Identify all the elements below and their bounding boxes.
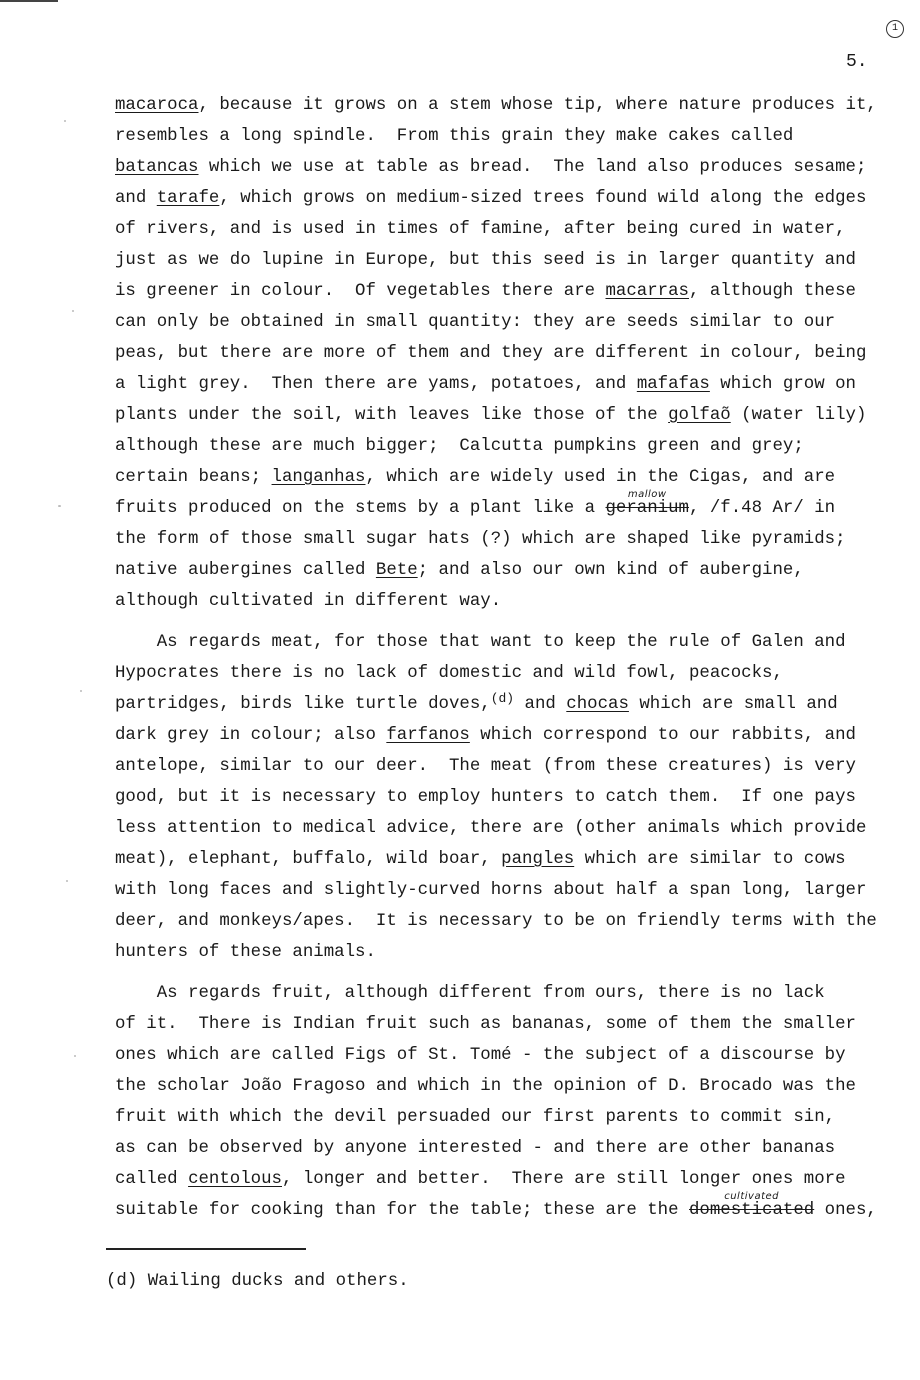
text-line [115, 375, 856, 395]
text-run: As regards fruit, although different from ours, there is no lack [115, 984, 825, 1003]
text-run: certain beans; [115, 468, 272, 487]
text-line [115, 850, 846, 870]
text-run: the form of those small sugar hats (?) which are shaped like pyramids; [115, 530, 846, 549]
text-run: , although these [689, 282, 856, 301]
text-line [115, 189, 866, 209]
text-run: dark grey in colour; also [115, 726, 387, 745]
struck-word [605, 489, 690, 518]
underlined-term: centolous [188, 1170, 282, 1189]
text-line [115, 158, 866, 178]
text-line [115, 943, 376, 963]
text-run: ; and also our own kind of aubergine, [417, 561, 804, 580]
text-run: which are small and [628, 695, 838, 714]
text-line [115, 592, 501, 612]
text-line [115, 757, 856, 777]
underlined-term: mafafas [636, 375, 710, 394]
text-line [115, 313, 835, 333]
text-run: and [514, 695, 567, 714]
struck-text: domesticated [689, 1201, 815, 1220]
text-line [115, 437, 804, 457]
text-line [115, 984, 825, 1004]
text-run: fruits produced on the stems by a plant like a [115, 499, 606, 518]
margin-speck [64, 120, 66, 122]
text-run: , which are widely used in the Cigas, and are [365, 468, 836, 487]
page-number: 5. [846, 52, 868, 72]
text-run: deer, and monkeys/apes. It is necessary to be on friendly terms with the [115, 912, 877, 931]
text-run: as can be observed by anyone interested - and there are other bananas [115, 1139, 836, 1158]
text-line [115, 1046, 846, 1066]
text-run: fruit with which the devil persuaded our first parents to commit sin, [115, 1108, 836, 1127]
footnote-divider [106, 1248, 306, 1250]
text-line [115, 489, 836, 519]
text-run: and [115, 189, 157, 208]
text-line [115, 96, 877, 116]
underlined-term: chocas [566, 695, 629, 714]
text-line [115, 251, 856, 271]
text-run: although cultivated in different way. [115, 592, 502, 611]
text-run: meat), elephant, buffalo, wild boar, [115, 850, 502, 869]
text-line [115, 788, 856, 808]
text-run: less attention to medical advice, there are (other animals which provide [115, 819, 867, 838]
text-run: of rivers, and is used in times of famine, after being cured in water, [115, 220, 846, 239]
text-line [115, 282, 856, 302]
text-run: called [115, 1170, 189, 1189]
underlined-term: farfanos [386, 726, 470, 745]
underlined-term: langanhas [271, 468, 366, 487]
underlined-term: batancas [115, 158, 199, 177]
handwritten-insert: mallow [627, 489, 667, 500]
text-line [115, 664, 783, 684]
footnote: (d) Wailing ducks and others. [106, 1272, 409, 1291]
underlined-term: Bete [375, 561, 418, 580]
text-run: peas, but there are more of them and they are different in colour, being [115, 344, 867, 363]
text-run: ones which are called Figs of St. Tomé - the subject of a discourse by [115, 1046, 846, 1065]
top-edge-rule [0, 0, 58, 2]
text-line [115, 1139, 835, 1159]
text-run: , because it grows on a stem whose tip, where nature produces it, [198, 96, 877, 115]
margin-speck [66, 880, 68, 882]
text-run: which grow on [709, 375, 856, 394]
text-line [115, 691, 838, 715]
text-line [115, 530, 846, 550]
text-line [115, 1191, 877, 1221]
text-run: , longer and better. There are still longer ones more [282, 1170, 846, 1189]
handwritten-insert: cultivated [724, 1191, 779, 1202]
text-run: , which grows on medium-sized trees found wild along the edges [219, 189, 867, 208]
margin-speck [58, 505, 61, 507]
text-run: which we use at table as bread. The land also produces sesame; [198, 158, 867, 177]
underlined-term: tarafe [156, 189, 220, 208]
underlined-term: macaroca [115, 96, 199, 115]
text-line [115, 561, 804, 581]
text-line [115, 1015, 856, 1035]
text-run: is greener in colour. Of vegetables there are [115, 282, 606, 301]
text-line [115, 468, 835, 488]
text-run: with long faces and slightly-curved horns about half a span long, larger [115, 881, 867, 900]
text-run: which are similar to cows [574, 850, 846, 869]
text-run: ones, [814, 1201, 877, 1220]
text-run: resembles a long spindle. From this grain they make cakes called [115, 127, 794, 146]
text-run: hunters of these animals. [115, 943, 376, 962]
struck-text: geranium [605, 499, 689, 518]
text-line [115, 127, 793, 147]
text-run: (water lily) [730, 406, 867, 425]
text-run: which correspond to our rabbits, and [469, 726, 856, 745]
text-line [115, 220, 846, 240]
text-run: As regards meat, for those that want to keep the rule of Galen and [115, 633, 846, 652]
text-run: plants under the soil, with leaves like those of the [115, 406, 669, 425]
corner-circled-mark: 1 [886, 20, 904, 38]
text-run: suitable for cooking than for the table; these are the [115, 1201, 689, 1220]
underlined-term: macarras [605, 282, 689, 301]
margin-speck [72, 310, 74, 312]
text-run: the scholar João Fragoso and which in the opinion of D. Brocado was the [115, 1077, 856, 1096]
text-run: although these are much bigger; Calcutta pumpkins green and grey; [115, 437, 804, 456]
text-run: Hypocrates there is no lack of domestic and wild fowl, peacocks, [115, 664, 783, 683]
text-line [115, 881, 866, 901]
text-line [115, 1077, 856, 1097]
text-line [115, 344, 866, 364]
text-line [115, 726, 856, 746]
text-line [115, 633, 846, 653]
text-run: a light grey. Then there are yams, potatoes, and [115, 375, 637, 394]
text-line [115, 1108, 835, 1128]
underlined-term: golfaõ [668, 406, 731, 425]
footnote-reference: (d) [490, 691, 515, 706]
text-run: native aubergines called [115, 561, 376, 580]
text-run: just as we do lupine in Europe, but this seed is in larger quantity and [115, 251, 856, 270]
underlined-term: pangles [501, 850, 575, 869]
text-run: partridges, birds like turtle doves, [115, 695, 491, 714]
struck-word [689, 1191, 815, 1220]
text-run: can only be obtained in small quantity: they are seeds similar to our [115, 313, 836, 332]
text-line [115, 819, 866, 839]
text-run: good, but it is necessary to employ hunters to catch them. If one pays [115, 788, 856, 807]
text-run: antelope, similar to our deer. The meat (from these creatures) is very [115, 757, 856, 776]
margin-speck [80, 690, 82, 692]
text-run: , /f.48 Ar/ in [689, 499, 836, 518]
text-line [115, 406, 866, 426]
text-line [115, 912, 877, 932]
margin-speck [74, 1055, 76, 1057]
text-run: of it. There is Indian fruit such as bananas, some of them the smaller [115, 1015, 856, 1034]
